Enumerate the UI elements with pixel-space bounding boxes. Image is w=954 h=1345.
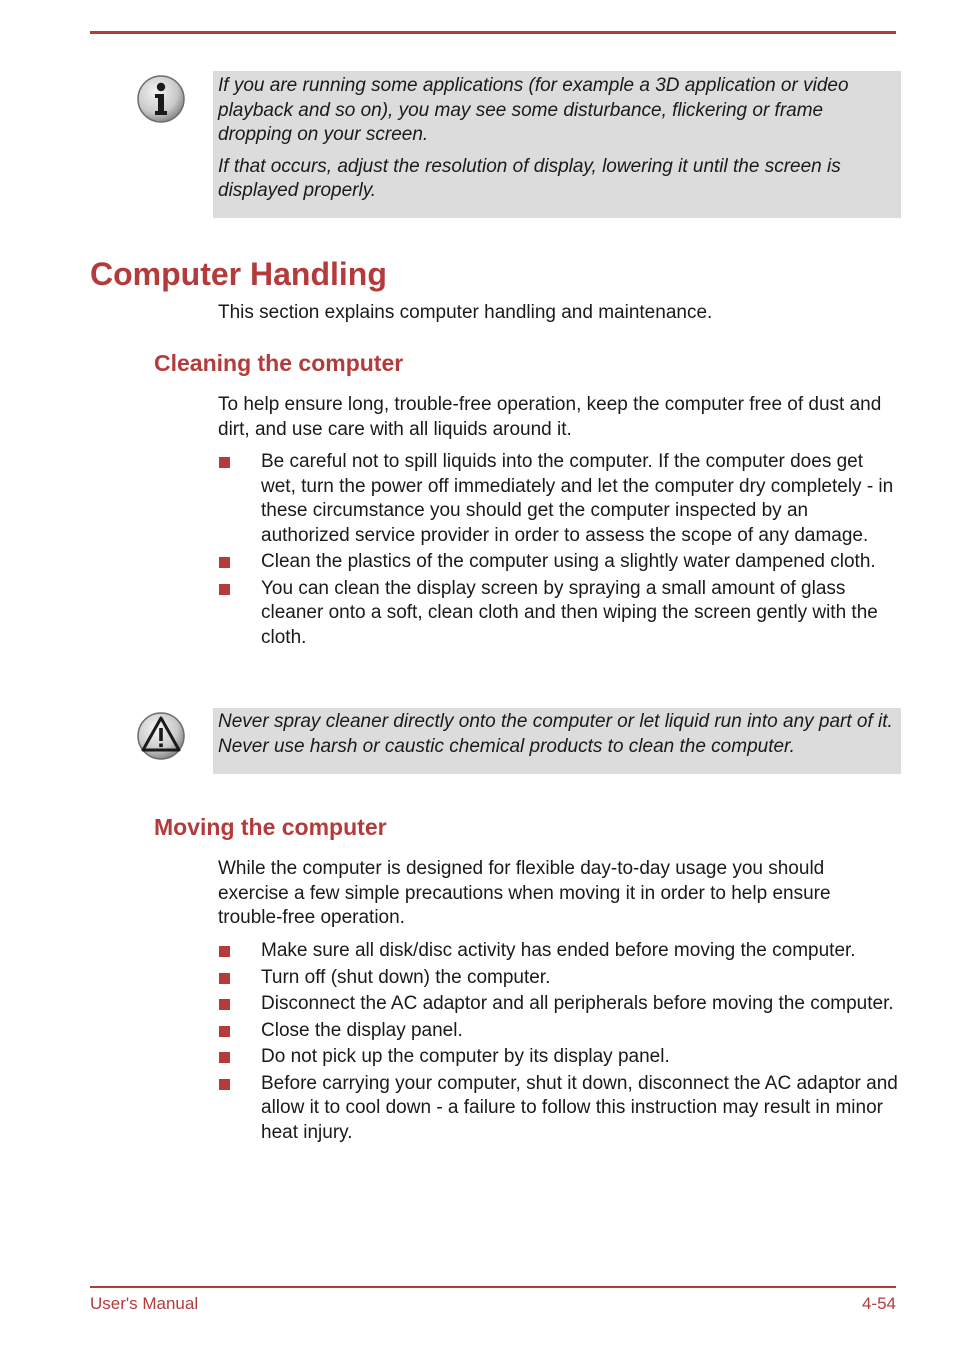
- cleaning-intro: To help ensure long, trouble-free operation, keep the computer free of dust and dirt, and use care with all liquids around it.: [218, 394, 882, 440]
- section-title: Computer Handling: [90, 256, 387, 292]
- list-item-text: Disconnect the AC adaptor and all peripherals before moving the computer.: [261, 993, 894, 1014]
- moving-list: [218, 939, 898, 1147]
- bullet-square-icon: [219, 999, 230, 1010]
- list-item-text: Clean the plastics of the computer using a slightly water dampened cloth.: [261, 551, 876, 572]
- bullet-square-icon: [219, 946, 230, 957]
- warning-icon: [136, 710, 186, 762]
- list-item: [218, 577, 898, 651]
- bullet-square-icon: [219, 557, 230, 568]
- header-rule: [90, 31, 896, 34]
- list-item-text: Turn off (shut down) the computer.: [261, 966, 551, 988]
- footer-manual-title: User's Manual: [90, 1294, 199, 1313]
- info-note: [213, 71, 901, 218]
- bullet-square-icon: [219, 1052, 230, 1063]
- warning-note-text: Never spray cleaner directly onto the computer or let liquid run into any part of it. Never use harsh or caustic chemical products to clean the computer.: [218, 711, 893, 757]
- bullet-square-icon: [219, 973, 230, 984]
- list-item: [218, 1045, 898, 1070]
- bullet-square-icon: [219, 584, 230, 595]
- list-item-text: Close the display panel.: [261, 1019, 463, 1041]
- warning-note: [213, 708, 901, 774]
- list-item: [218, 992, 898, 1017]
- info-icon: [136, 73, 186, 125]
- list-item-text: You can clean the display screen by spraying a small amount of glass cleaner onto a soft, clean cloth and then wiping the screen gently with the cloth.: [261, 577, 878, 648]
- page-number: 4-54: [861, 1294, 896, 1313]
- list-item-text: Before carrying your computer, shut it down, disconnect the AC adaptor and allow it to cool down - a failure to follow this instruction may result in minor heat injury.: [261, 1072, 898, 1143]
- moving-intro: While the computer is designed for flexible day-to-day usage you should exercise a few simple precautions when moving it in order to help ensure trouble-free operation.: [218, 858, 831, 928]
- cleaning-list: [218, 450, 898, 652]
- list-item: [218, 939, 898, 964]
- moving-heading: Moving the computer: [154, 814, 387, 840]
- list-item-text: Make sure all disk/disc activity has ended before moving the computer.: [261, 940, 856, 961]
- bullet-square-icon: [219, 457, 230, 468]
- section-intro: This section explains computer handling and maintenance.: [218, 302, 713, 323]
- list-item: [218, 966, 898, 991]
- cleaning-heading: Cleaning the computer: [154, 350, 404, 376]
- list-item: [218, 1019, 898, 1044]
- bullet-square-icon: [219, 1079, 230, 1090]
- footer-rule: [90, 1286, 896, 1288]
- info-note-text-2: If that occurs, adjust the resolution of display, lowering it until the screen is displayed properly.: [218, 155, 841, 201]
- list-item: [218, 1072, 898, 1146]
- list-item-text: Be careful not to spill liquids into the computer. If the computer does get wet, turn the power off immediately and let the computer dry completely - in these circumstance you should get the computer inspected by an authorized service provider in order to assess the scope of any damage.: [261, 451, 894, 546]
- info-note-text-1: If you are running some applications (for example a 3D application or video playback and so on), you may see some disturbance, flickering or frame dropping on your screen.: [218, 75, 849, 145]
- list-item: [218, 450, 898, 548]
- list-item-text: Do not pick up the computer by its display panel.: [261, 1046, 670, 1067]
- bullet-square-icon: [219, 1026, 230, 1037]
- list-item: [218, 550, 898, 575]
